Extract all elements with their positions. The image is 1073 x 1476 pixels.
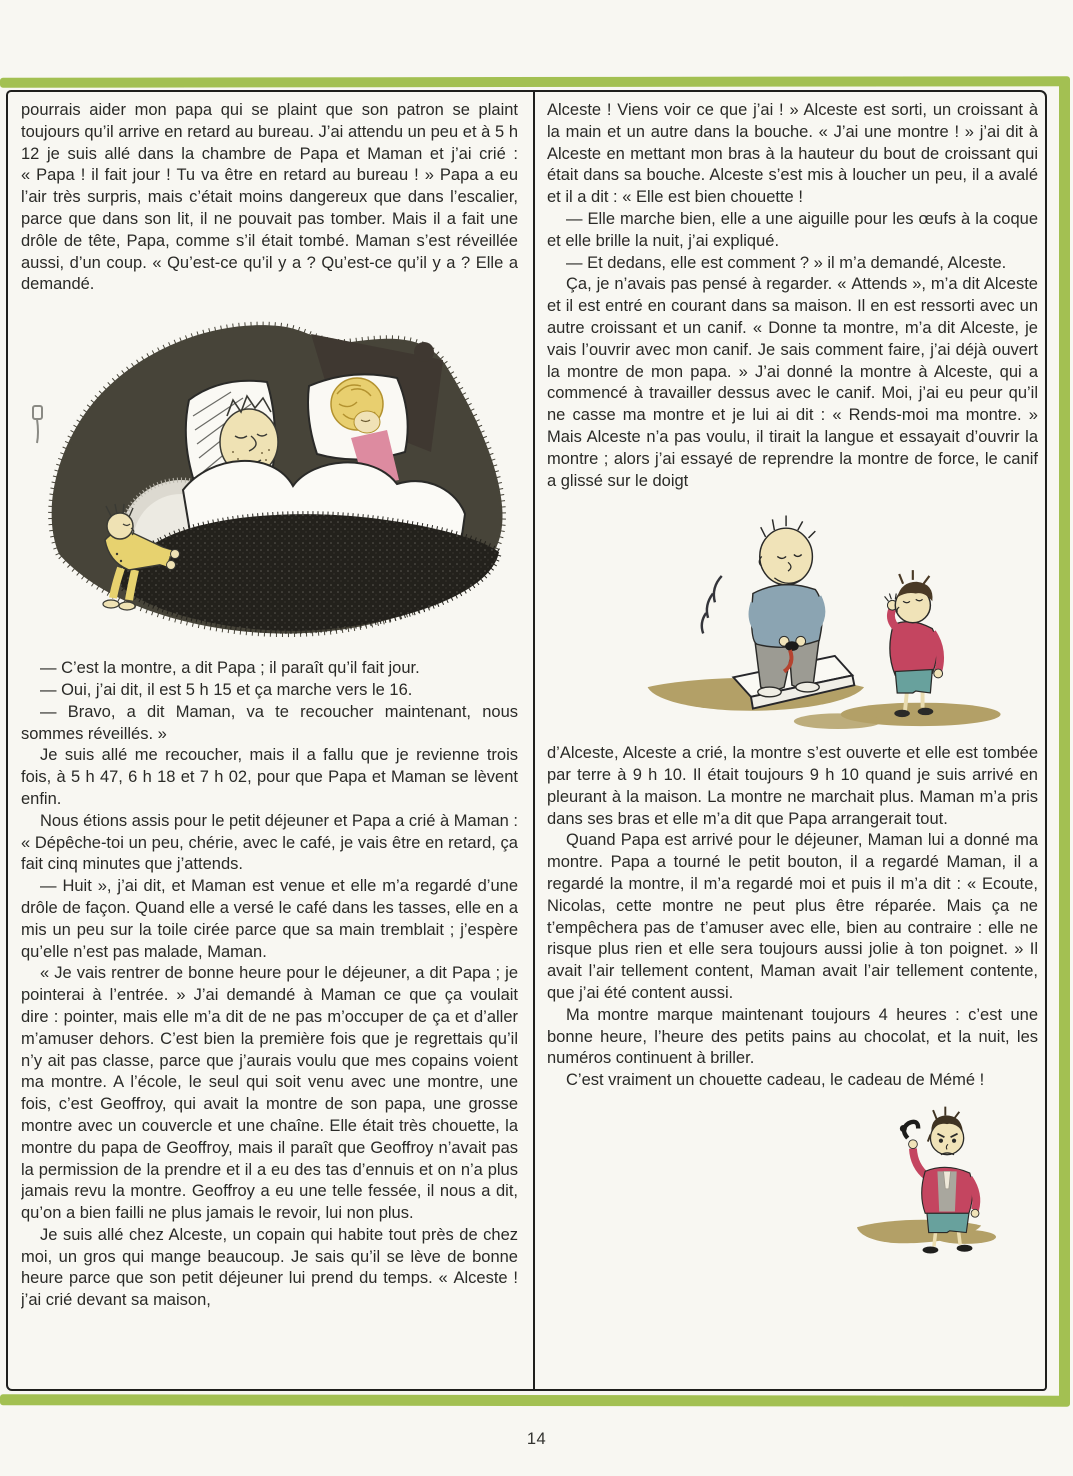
- motion-lines: [702, 576, 722, 634]
- paragraph: Alceste ! Viens voir ce que j’ai ! » Alceste est sorti, un croissant à la main et un autre dans la bouche. « J’ai une montre ! » j’ai dit à Alceste en mettant mon bras à la hauteur du bout de croissant qui était dans sa bouche. Alceste s’est mis à loucher un peu, il a avalé et il a dit : « Elle est bien chouette !: [547, 101, 1038, 207]
- nicolas-figure: [885, 570, 943, 717]
- illustration-alceste-opening-watch: [547, 496, 1038, 737]
- watch-opening-drawing: [618, 496, 1038, 730]
- green-border-top: [0, 76, 1070, 87]
- paragraph: Nous étions assis pour le petit déjeuner et Papa a crié à Maman : « Dépêche-toi un peu, chérie, avec le café, je vais être en retard, ça fait cinq minutes que j’attends.: [21, 811, 518, 874]
- green-border-right: [1059, 80, 1070, 1406]
- paragraph: — Huit », j’ai dit, et Maman est venue et elle m’a regardé d’une drôle de façon. Quand elle a versé le café dans les tasses, elle en a mis un peu sur la toile cirée parce que sa main tremblait ; j’espère qu’elle n’est pas malade, Maman.: [21, 877, 518, 961]
- illustration-bedroom-night-scene: [21, 302, 518, 648]
- green-border-bottom: [0, 1394, 1070, 1406]
- page-number: 14: [526, 1430, 547, 1448]
- paragraph: d’Alceste, Alceste a crié, la montre s’est ouverte et elle est tombée par terre à 9 h 10. Il était toujours 9 h 10 quand je suis arrivé en pleurant à la maison. La montre ne marchait plus. Maman m’a pris dans ses bras et elle m’a dit que Papa arrangerait tout.: [547, 744, 1038, 828]
- alceste-figure: [752, 516, 823, 697]
- left-column: [21, 100, 518, 1384]
- nicolas-with-watch-drawing: [850, 1096, 1038, 1258]
- paragraph: C’est vraiment un chouette cadeau, le cadeau de Mémé !: [566, 1071, 985, 1090]
- paragraph: Je suis allé chez Alceste, un copain qui habite tout près de chez moi, un gros qui mange beaucoup. Je sais qu’il se lève de bonne heure parce que son petit déjeuner lui prend du temps. « Alceste ! j’ai crié devant sa maison,: [21, 1225, 518, 1310]
- bedroom-night-scene-drawing: [21, 302, 518, 648]
- paragraph: pourrais aider mon papa qui se plaint que son patron se plaint toujours qu’il arrive en retard au bureau. J’ai attendu un peu et à 5 h 12 je suis allé dans la chambre de Papa et Maman et j’ai crié : « Papa ! il fait jour ! Tu va être en retard au bureau ! » Papa a eu l’air très surpris, mais c’était moins dangereux que dans l’escalier, parce que dans son lit, il ne pouvait pas tomber. Mais il a fait une drôle de tête, Papa, comme s’il était tombé. Maman s’est réveillée aussi, d’un coup. « Qu’est-ce qu’il y a ? Qu’est-ce qu’il y a ? Elle a demandé.: [21, 101, 518, 294]
- paragraph: — Bravo, a dit Maman, va te recoucher maintenant, nous sommes réveillés. »: [21, 702, 518, 743]
- paragraph: « Je vais rentrer de bonne heure pour le déjeuner, a dit Papa ; je pointerai à l’entrée. » J’ai demandé à Maman ce que ça voulait dire : pointer, mais elle m’a dit de ne pas m’occuper de ça et d’aller m’amuser dehors. C’est bien la première fois que je regrettais qu’il n’y ait pas classe, parce que j’aurais voulu que mes copains voient ma montre. A l’école, le seul qui soit venu avec une montre, une fois, c’est Geoffroy, qui avait la montre de son papa, une grosse montre avec un couvercle et une chaîne. Elle était très chouette, la montre du papa de Geoffroy, mais il paraît que Geoffroy n’avait pas la permission de la prendre et il a eu des tas d’ennuis et on n’a plus jamais revu la montre. Geoffroy a eu une telle fessée, il nous a dit, qu’on a bien failli ne plus jamais le revoir, lui non plus.: [21, 964, 518, 1223]
- paragraph: — C’est la montre, a dit Papa ; il paraît qu’il fait jour.: [40, 659, 420, 678]
- ground-shadow: [857, 1220, 996, 1244]
- illustration-nicolas-broken-watch: [547, 1096, 1038, 1265]
- right-column: [547, 100, 1038, 1384]
- paragraph: Ma montre marque maintenant toujours 4 heures : c’est une bonne heure, l’heure des petits pains au chocolat, et la nuit, les numéros continuent à briller.: [547, 1005, 1038, 1068]
- lamp-switch: [33, 406, 42, 443]
- paragraph: — Elle marche bien, elle a une aiguille pour les œufs à la coque et elle brille la nuit, j’ai expliqué.: [547, 209, 1038, 250]
- watch-in-hand: [900, 1122, 918, 1138]
- paragraph: — Et dedans, elle est comment ? » il m’a demandé, Alceste.: [566, 253, 1007, 272]
- column-divider: [533, 92, 535, 1389]
- paragraph: Je suis allé me recoucher, mais il a fallu que je revienne trois fois, à 5 h 47, 6 h 18 et 7 h 02, pour que Papa et Maman se lèvent enfin.: [21, 746, 518, 808]
- paragraph: — Oui, j’ai dit, il est 5 h 15 et ça marche vers le 16.: [40, 680, 413, 699]
- paragraph: Ça, je n’avais pas pensé à regarder. « Attends », m’a dit Alceste et il est entré en courant dans sa maison. Il en est ressorti avec un autre croissant et un canif. « Donne ta montre, m’a dit Alceste, je vais l’ouvrir avec mon canif. Je sais comment faire, j’ai déjà ouvert la montre de mon papa. » J’ai donné la montre à Alceste, qui a commencé à travailler dessus avec le canif. Moi, j’ai eu peur qu’il ne casse ma montre et je lui ai dit : « Rends-moi ma montre. » Mais Alceste n’a pas voulu, il tirait la langue et essayait d’ouvrir la montre ; alors j’ai essayé de reprendre la montre de force, le canif a glissé sur le doigt: [547, 275, 1038, 490]
- paragraph: Quand Papa est arrivé pour le déjeuner, Maman lui a donné ma montre. Papa a tourné le petit bouton, il a regardé Maman, il a regardé la montre, il m’a regardé moi et puis il m’a dit : « Ecoute, Nicolas, cette montre ne peut plus être réparée. Mais ça ne t’empêchera pas de t’amuser avec elle, bien au contraire : elle ne risque plus rien et elle sera toujours aussi jolie à ton poignet. » Il avait l’air tellement content, Maman avait l’air tellement contente, que j’ai été content aussi.: [547, 831, 1038, 1002]
